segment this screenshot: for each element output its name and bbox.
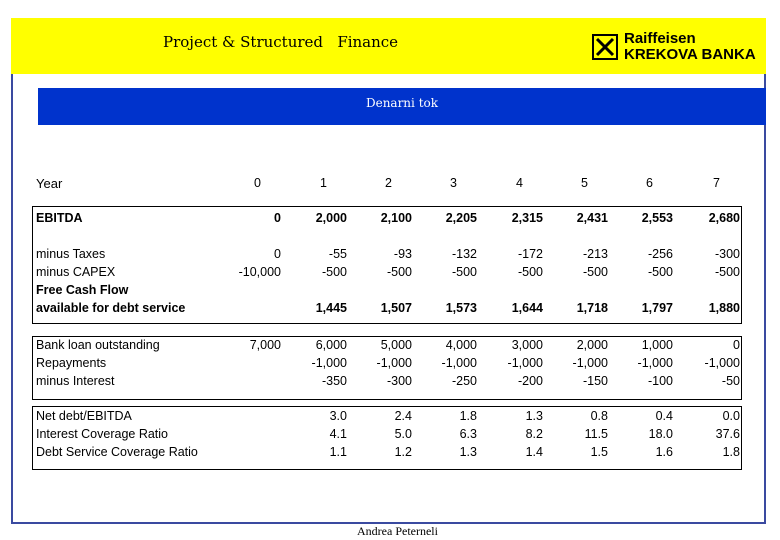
row-label: Repayments xyxy=(36,356,107,370)
table-cell: -500 xyxy=(714,265,740,279)
table-cell: -10,000 xyxy=(238,265,281,279)
row-label: EBITDA xyxy=(36,211,83,225)
table-cell: -256 xyxy=(647,247,673,261)
table-cell: -300 xyxy=(386,374,412,388)
table-cell: -200 xyxy=(517,374,543,388)
table-cell: 1.2 xyxy=(394,445,412,459)
table-cell: 1,644 xyxy=(511,301,543,315)
table-cell: -500 xyxy=(321,265,347,279)
row-label: Bank loan outstanding xyxy=(36,338,160,352)
table-cell: 1,797 xyxy=(641,301,673,315)
table-cell: 1.8 xyxy=(459,409,477,423)
table-cell: -172 xyxy=(517,247,543,261)
year-header: 7 xyxy=(713,176,720,190)
row-label: available for debt service xyxy=(36,301,186,315)
table-cell: 2,315 xyxy=(511,211,543,225)
table-cell: 1.5 xyxy=(590,445,608,459)
year-label: Year xyxy=(36,176,63,191)
table-cell: -1,000 xyxy=(311,356,347,370)
table-cell: 2,553 xyxy=(641,211,673,225)
table-cell: -1,000 xyxy=(704,356,740,370)
table-cell: -500 xyxy=(386,265,412,279)
header-title: Project & Structured Finance xyxy=(163,33,399,51)
table-cell: -1,000 xyxy=(507,356,543,370)
table-cell: 2,680 xyxy=(708,211,740,225)
table-cell: 1.4 xyxy=(525,445,543,459)
table-cell: 8.2 xyxy=(525,427,543,441)
year-header: 1 xyxy=(320,176,327,190)
table-cell: -93 xyxy=(393,247,412,261)
table-cell: 5,000 xyxy=(380,338,412,352)
table-cell: 0 xyxy=(733,338,740,352)
row-label: minus CAPEX xyxy=(36,265,116,279)
table-cell: -500 xyxy=(582,265,608,279)
table-cell: 4,000 xyxy=(445,338,477,352)
table-cell: -500 xyxy=(451,265,477,279)
table-cell: 2,000 xyxy=(576,338,608,352)
banner-title: Denarni tok xyxy=(365,96,439,110)
table-cell: 2.4 xyxy=(394,409,412,423)
table-cell: 1,880 xyxy=(708,301,740,315)
year-header: 3 xyxy=(450,176,457,190)
row-label: Debt Service Coverage Ratio xyxy=(36,445,198,459)
section-banner xyxy=(38,88,766,125)
table-cell: -500 xyxy=(647,265,673,279)
table-cell: -300 xyxy=(714,247,740,261)
year-header: 4 xyxy=(516,176,523,190)
table-cell: 11.5 xyxy=(584,427,608,441)
table-cell: -150 xyxy=(582,374,608,388)
bank-logo xyxy=(592,30,756,64)
table-cell: 1.3 xyxy=(525,409,543,423)
table-cell: 1,507 xyxy=(380,301,412,315)
table-cell: 0 xyxy=(274,211,281,225)
table-cell: 2,100 xyxy=(380,211,412,225)
table-cell: 0.4 xyxy=(655,409,673,423)
footer-author: Andrea Peterneli xyxy=(357,524,438,538)
year-header: 2 xyxy=(385,176,392,190)
table-cell: 0.8 xyxy=(590,409,608,423)
table-cell: 1.3 xyxy=(459,445,477,459)
year-header: 6 xyxy=(646,176,653,190)
table-cell: 1,573 xyxy=(445,301,477,315)
raiffeisen-cross-icon xyxy=(592,34,618,60)
table-cell: 37.6 xyxy=(715,427,740,441)
table-cell: -213 xyxy=(582,247,608,261)
year-header: 0 xyxy=(254,176,261,190)
row-label: Interest Coverage Ratio xyxy=(36,427,169,441)
table-cell: 1.6 xyxy=(655,445,673,459)
table-cell: 18.0 xyxy=(648,427,673,441)
row-label: minus Taxes xyxy=(36,247,106,261)
table-cell: -55 xyxy=(328,247,347,261)
table-cell: 6.3 xyxy=(459,427,477,441)
table-cell: -1,000 xyxy=(376,356,412,370)
row-label: Free Cash Flow xyxy=(36,283,129,297)
row-label: Net debt/EBITDA xyxy=(36,409,132,423)
row-label: minus Interest xyxy=(36,374,115,388)
table-cell: 1.1 xyxy=(329,445,347,459)
table-cell: -1,000 xyxy=(441,356,477,370)
table-cell: -132 xyxy=(451,247,477,261)
table-cell: -500 xyxy=(517,265,543,279)
table-cell: 1,718 xyxy=(576,301,608,315)
table-cell: 5.0 xyxy=(394,427,412,441)
table-cell: 2,205 xyxy=(445,211,477,225)
table-cell: -250 xyxy=(451,374,477,388)
logo-line-1: Raiffeisen xyxy=(624,30,696,47)
table-cell: 7,000 xyxy=(249,338,281,352)
table-cell: -50 xyxy=(721,374,740,388)
logo-line-2: KREKOVA BANKA xyxy=(624,46,756,63)
table-cell: 2,431 xyxy=(576,211,608,225)
table-cell: 3,000 xyxy=(511,338,543,352)
table-cell: -1,000 xyxy=(572,356,608,370)
table-cell: 6,000 xyxy=(315,338,347,352)
table-cell: 2,000 xyxy=(315,211,347,225)
table-cell: -100 xyxy=(647,374,673,388)
table-cell: 3.0 xyxy=(329,409,347,423)
table-cell: 4.1 xyxy=(329,427,347,441)
table-cell: -1,000 xyxy=(637,356,673,370)
table-cell: 1,000 xyxy=(641,338,673,352)
table-cell: 1,445 xyxy=(315,301,347,315)
table-cell: 0.0 xyxy=(722,409,740,423)
table-cell: 0 xyxy=(274,247,281,261)
table-cell: 1.8 xyxy=(722,445,740,459)
table-cell: -350 xyxy=(321,374,347,388)
year-header: 5 xyxy=(581,176,588,190)
